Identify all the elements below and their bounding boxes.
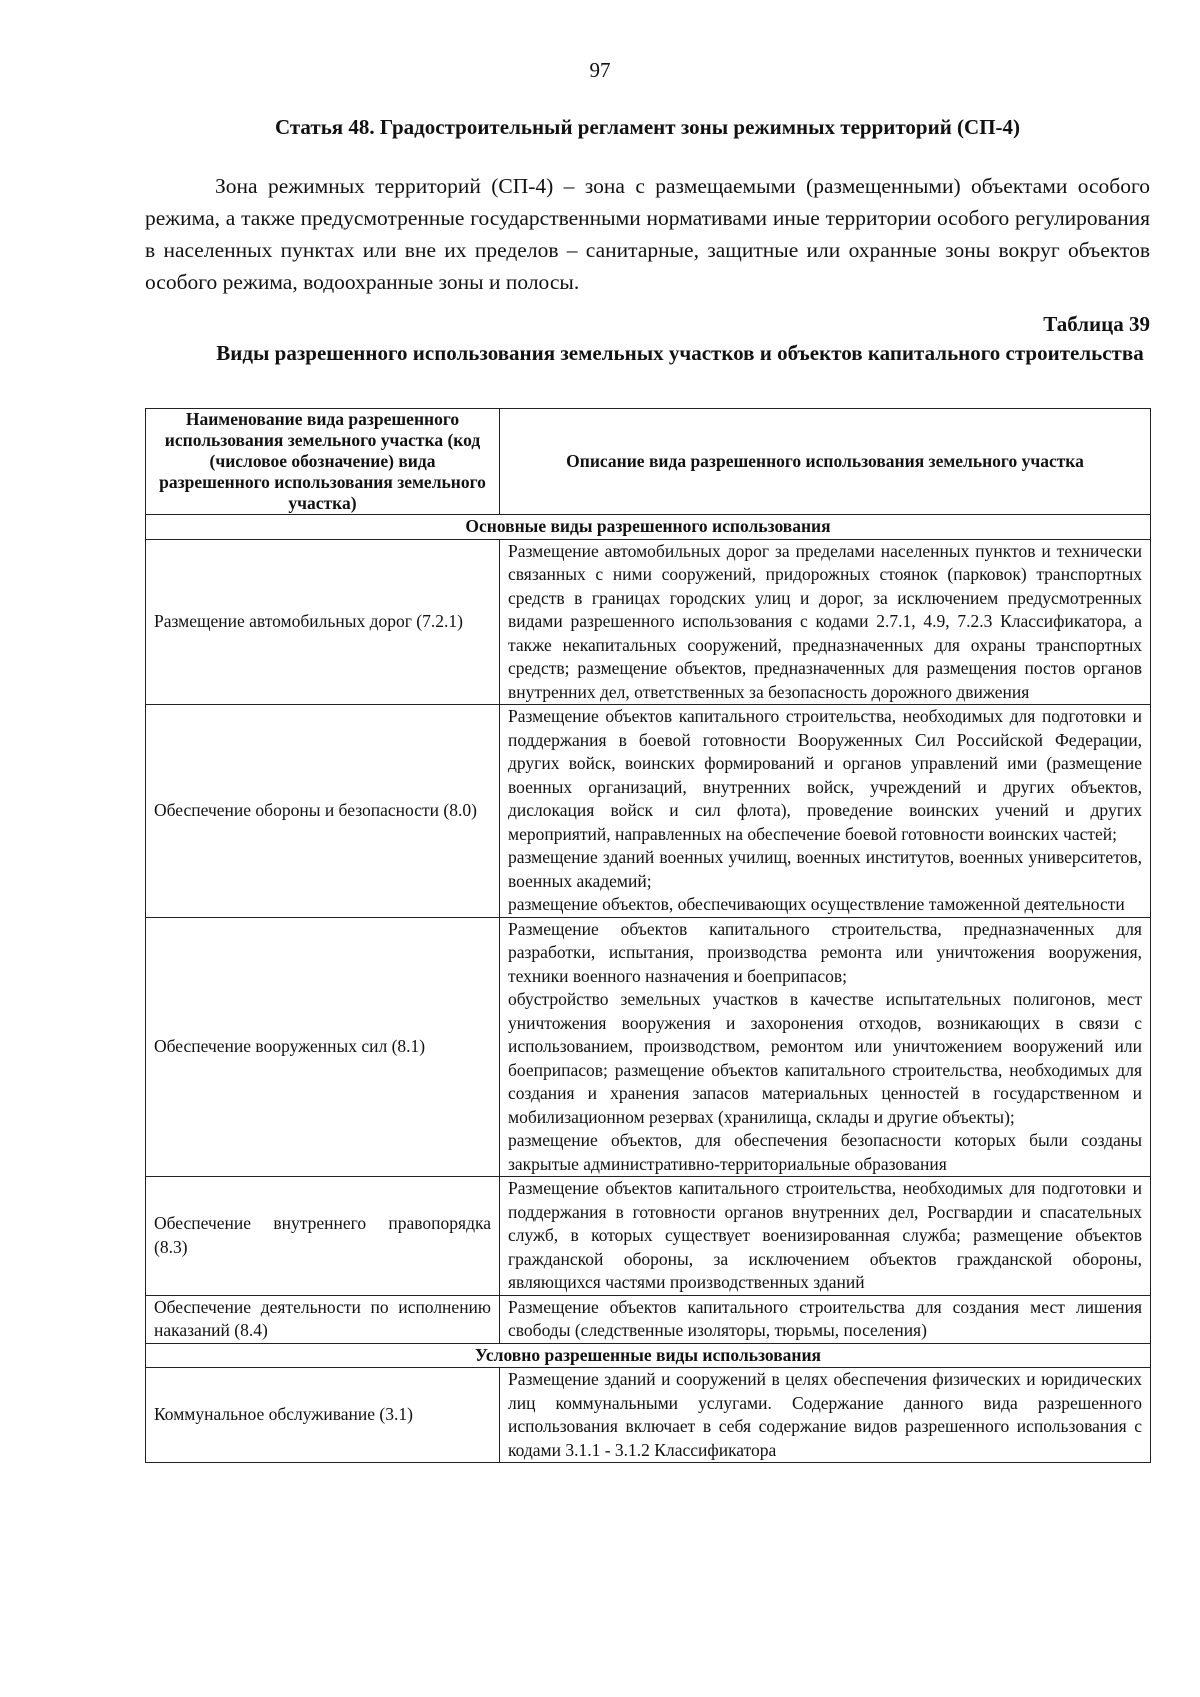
description-paragraph: Размещение зданий и сооружений в целях обеспечения физических и юридических лиц коммунальными услугами. Содержание данного вида разрешенного использования включает в себя содержание видов разрешенного использования с кодами 3.1.1 - 3.1.2 Классификатора	[508, 1369, 1142, 1460]
description-paragraph: обустройство земельных участков в качестве испытательных полигонов, мест уничтожения вооружения и захоронения отходов, возникающих в связи с использованием, производством, ремонтом или уничтожением вооружений или боеприпасов; размещение объектов капитального строительства, необходимых для создания и хранения запасов материальных ценностей в государственном и мобилизационном резервах (хранилища, склады и другие объекты);	[508, 989, 1142, 1127]
use-type-description	[500, 705, 1151, 918]
description-paragraph: Размещение объектов капитального строительства, необходимых для подготовки и поддержания в боевой готовности Вооруженных Сил Российской Федерации, других войск, воинских формирований и органов управлений ими (размещение военных организаций, внутренних войск, учреждений и других объектов, дислокация войск и сил флота), проведение воинских учений и других мероприятий, направленных на обеспечение боевой готовности воинских частей;	[508, 706, 1142, 844]
use-type-name: Обеспечение вооруженных сил (8.1)	[146, 917, 500, 1177]
section-title-main: Основные виды разрешенного использования	[146, 515, 1151, 540]
table-title: Виды разрешенного использования земельных участков и объектов капитального строительства	[216, 341, 1144, 365]
section-row-conditional	[146, 1343, 1151, 1368]
description-paragraph: размещение объектов, обеспечивающих осуществление таможенной деятельности	[508, 894, 1125, 914]
section-row-main	[146, 515, 1151, 540]
description-paragraph: Размещение объектов капитального строительства для создания мест лишения свободы (следственные изоляторы, тюрьмы, поселения)	[508, 1296, 1142, 1340]
table-row	[146, 1368, 1151, 1463]
description-paragraph: размещение объектов, для обеспечения безопасности которых были созданы закрытые административно-территориальные образования	[508, 1130, 1142, 1174]
page-number: 97	[589, 58, 611, 82]
intro-paragraph: Зона режимных территорий (СП-4) – зона с размещаемыми (размещенными) объектами особого режима, а также предусмотренные государственными нормативами иные территории особого регулирования в населенных пунктах или вне их пределов – санитарные, защитные или охранные зоны вокруг объектов особого режима, водоохранные зоны и полосы.	[145, 174, 1150, 294]
header-name-column: Наименование вида разрешенного использования земельного участка (код (числовое обозначение) вида разрешенного использования земельного участка)	[146, 409, 500, 515]
use-type-name: Обеспечение деятельности по исполнению наказаний (8.4)	[146, 1295, 500, 1343]
land-use-table	[145, 408, 1151, 1463]
use-type-description	[500, 917, 1151, 1177]
use-type-description	[500, 1295, 1151, 1343]
use-type-name: Обеспечение обороны и безопасности (8.0)	[146, 705, 500, 918]
description-paragraph: размещение зданий военных училищ, военных институтов, военных университетов, военных академий;	[508, 847, 1142, 891]
description-paragraph: Размещение автомобильных дорог за пределами населенных пунктов и технически связанных с ними сооружений, придорожных стоянок (парковок) транспортных средств в границах городских улиц и дорог, за исключением предусмотренных видами разрешенного использования с кодами 2.7.1, 4.9, 7.2.3 Классификатора, а также некапитальных сооружений, предназначенных для охраны транспортных средств; размещение объектов, предназначенных для размещения постов органов внутренних дел, ответственных за безопасность дорожного движения	[508, 540, 1142, 702]
section-title-conditional: Условно разрешенные виды использования	[146, 1343, 1151, 1368]
use-type-description	[500, 539, 1151, 705]
table-row	[146, 705, 1151, 918]
use-type-name: Размещение автомобильных дорог (7.2.1)	[146, 539, 500, 705]
use-type-description	[500, 1368, 1151, 1463]
use-type-description	[500, 1177, 1151, 1296]
table-row	[146, 1177, 1151, 1296]
description-paragraph: Размещение объектов капитального строительства, предназначенных для разработки, испытания, производства ремонта или уничтожения вооружения, техники военного назначения и боеприпасов;	[508, 918, 1142, 986]
article-title: Статья 48. Градостроительный регламент зоны режимных территорий (СП-4)	[274, 115, 1021, 139]
table-row	[146, 539, 1151, 705]
table-row	[146, 917, 1151, 1177]
table-row	[146, 1295, 1151, 1343]
use-type-name: Обеспечение внутреннего правопорядка (8.3)	[146, 1177, 500, 1296]
table-number: Таблица 39	[1043, 312, 1150, 336]
header-description-column: Описание вида разрешенного использования земельного участка	[500, 409, 1151, 515]
description-paragraph: Размещение объектов капитального строительства, необходимых для подготовки и поддержания в готовности органов внутренних дел, Росгвардии и спасательных служб, в которых существует военизированная служба; размещение объектов гражданской обороны, за исключением объектов гражданской обороны, являющихся частями производственных зданий	[508, 1178, 1142, 1292]
table-header-row	[146, 409, 1151, 515]
use-type-name: Коммунальное обслуживание (3.1)	[146, 1368, 500, 1463]
